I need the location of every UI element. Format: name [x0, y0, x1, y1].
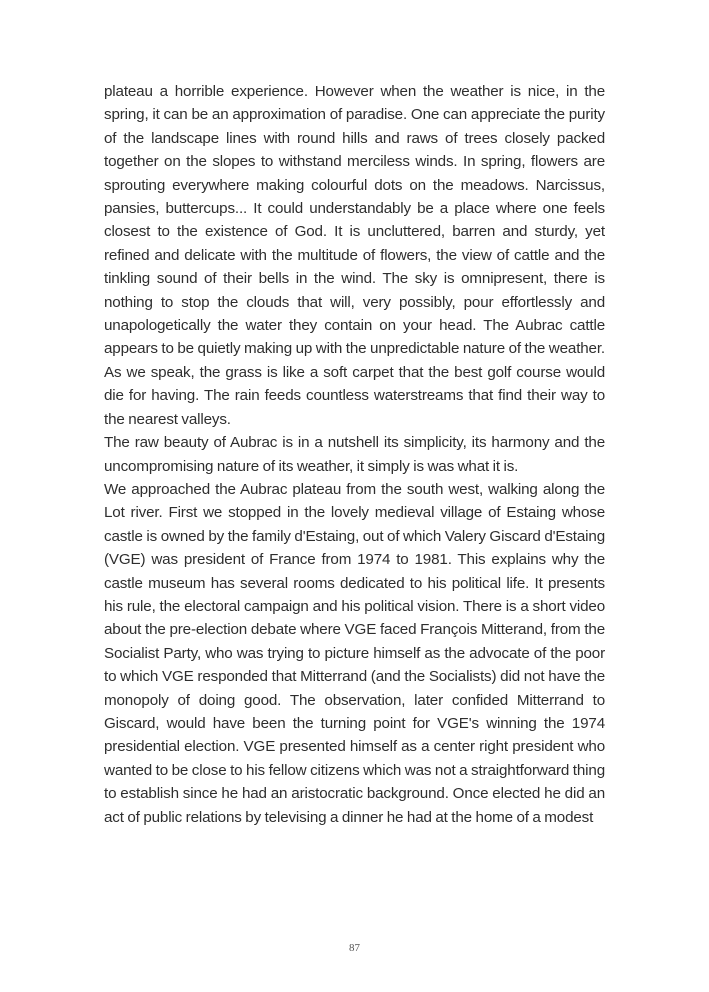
page-number: 87 — [349, 942, 360, 954]
paragraph-estaing-visit: We approached the Aubrac plateau from the south west, walking along the Lot river. First we stopped in the lovely medieval village of Estaing whose castle is owned by the family d'Estaing, out of which Valery Giscard d'Estaing (VGE) was president of France from 1974 to 1981. This explains why the castle museum has several rooms dedicated to his political life. It presents his rule, the electoral campaign and his political vision. There is a short video about the pre-election debate where VGE faced François Mitterand, from the Socialist Party, who was trying to picture himself as the advocate of the poor to which VGE responded that Mitterrand (and the Socialists) did not have the monopoly of doing good. The observation, later confided Mitterrand to Giscard, would have been the turning point for VGE's winning the 1974 presidential election. VGE presented himself as a center right president who wanted to be close to his fellow citizens which was not a straightforward thing to establish since he had an aristocratic background. Once elected he did an act of public relations by televising a dinner he had at the home of a modest — [104, 480, 605, 826]
body-text — [104, 80, 605, 829]
paragraph-aubrac-beauty: The raw beauty of Aubrac is in a nutshell its simplicity, its harmony and the uncompromising nature of its weather, it simply is was what it is. — [104, 434, 605, 475]
paragraph-aubrac-landscape: plateau a horrible experience. However when the weather is nice, in the spring, it can be an approximation of paradise. One can appreciate the purity of the landscape lines with round hills and raws of trees closely packed together on the slopes to withstand merciless winds. In spring, flowers are sprouting everywhere making colourful dots on the meadows. Narcissus, pansies, buttercups... It could understandably be a place where one feels closest to the existence of God. It is uncluttered, barren and sturdy, yet refined and delicate with the multitude of flowers, the view of cattle and the tinkling sound of their bells in the wind. The sky is omnipresent, there is nothing to stop the clouds that will, very possibly, pour effortlessly and unapologetically the water they contain on your head. The Aubrac cattle appears to be quietly making up with the unpredictable nature of the weather. As we speak, the grass is like a soft carpet that the best golf course would die for having. The rain feeds countless waterstreams that find their way to the nearest valleys. — [104, 83, 605, 428]
